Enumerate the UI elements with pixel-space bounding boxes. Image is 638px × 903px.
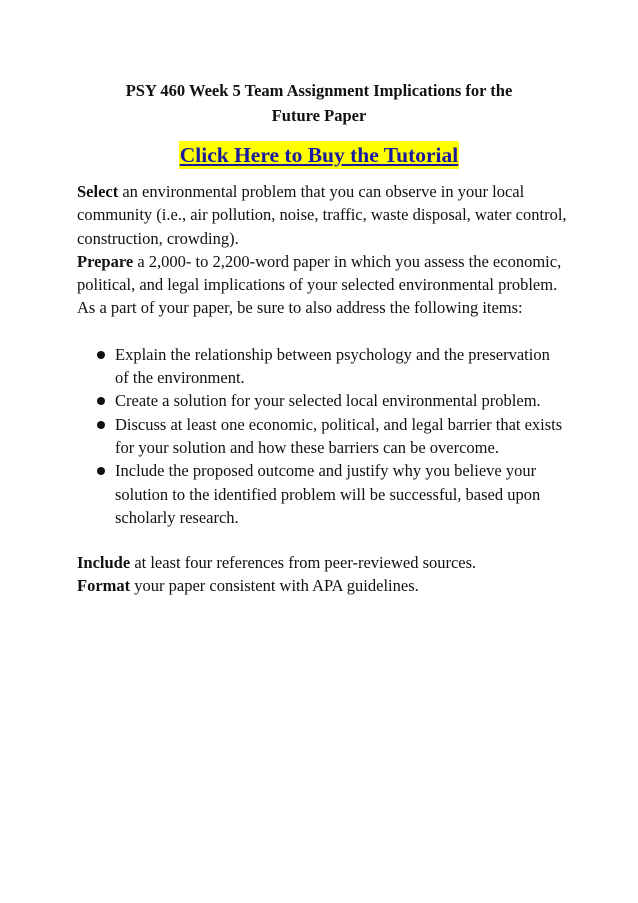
list-item-text: Explain the relationship between psychology and the preservation of the environment.: [115, 344, 550, 388]
title-line-1: PSY 460 Week 5 Team Assignment Implications for the: [125, 81, 513, 100]
prepare-lead: Prepare: [77, 251, 134, 271]
bullet-icon: [97, 397, 105, 405]
list-item: [115, 413, 567, 460]
include-text: at least four references from peer-reviewed sources.: [130, 553, 477, 573]
list-item: [115, 459, 567, 529]
format-lead: Format: [77, 576, 131, 596]
include-paragraph: [77, 551, 567, 574]
bullet-icon: [97, 351, 105, 359]
select-lead: Select: [77, 182, 119, 201]
format-paragraph: [77, 574, 567, 597]
list-item-text: Create a solution for your selected local environmental problem.: [115, 391, 541, 411]
list-item-text: Include the proposed outcome and justify why you believe your solution to the identified problem will be successful, based upon scholarly research.: [115, 461, 541, 527]
select-text: an environmental problem that you can observe in your local community (i.e., air pollution, noise, traffic, waste disposal, water control, construction, crowding).: [77, 182, 567, 248]
prepare-text: a 2,000- to 2,200-word paper in which you assess the economic, political, and legal implications of your selected environmental problem. As a part of your paper, be sure to also address the following items:: [77, 251, 562, 318]
list-item-text: Discuss at least one economic, political, and legal barrier that exists for your solution and how these barriers can be overcome.: [115, 414, 563, 457]
requirements-list: [77, 343, 567, 529]
list-item: [115, 389, 567, 412]
bullet-icon: [97, 421, 105, 429]
select-paragraph: [77, 180, 567, 250]
assignment-body: [77, 180, 567, 598]
title-line-2: Future Paper: [271, 106, 367, 125]
list-item: [115, 343, 567, 390]
prepare-paragraph: [77, 250, 567, 320]
format-text: your paper consistent with APA guidelines.: [130, 576, 419, 596]
page-title: [60, 78, 578, 128]
include-lead: Include: [77, 553, 131, 573]
bullet-icon: [97, 467, 105, 475]
cta-container: [0, 141, 638, 169]
buy-tutorial-link[interactable]: Click Here to Buy the Tutorial: [179, 143, 459, 167]
